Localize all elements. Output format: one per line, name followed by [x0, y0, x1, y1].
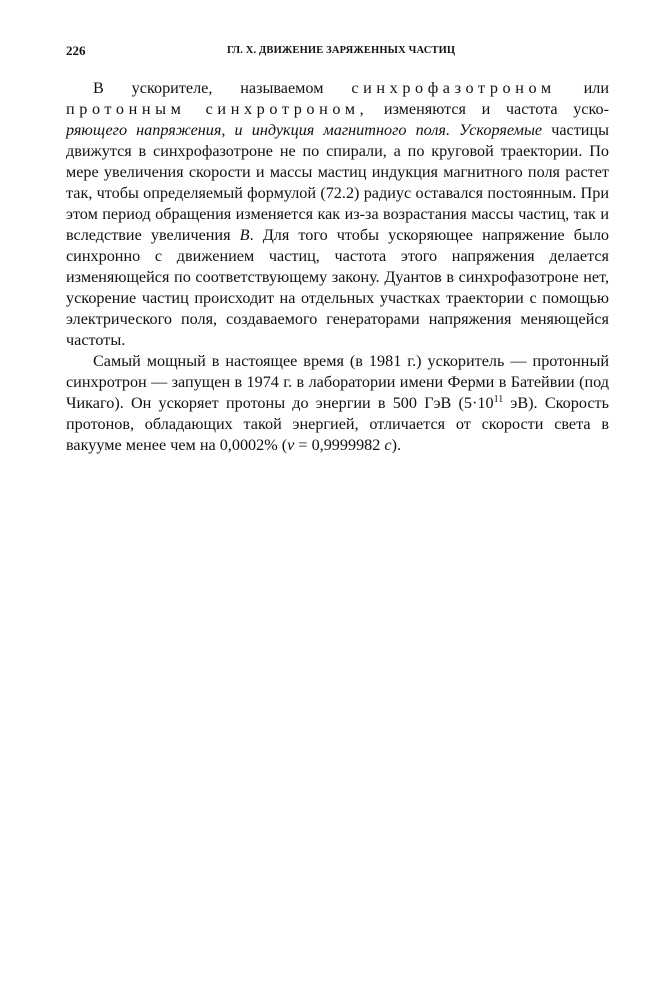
running-head [66, 42, 609, 60]
italic-emphasis: ряющего напряжения, и индукция магнитного поля. Ускоряемые [66, 121, 543, 139]
text-run: эВ). Скорость протонов, обладающих такой энергией, отличается от скорости света в вакууме менее чем на 0,0002% ( [66, 394, 609, 454]
symbol-b: B [239, 226, 250, 244]
text-run: изменяются и частота уско- [383, 100, 609, 118]
symbol-v: v [287, 436, 295, 454]
text-run: В ускорителе, называемом [93, 79, 324, 97]
text-run: частицы движутся в синхрофазотроне не по спирали, а по круговой траектории. По мере увеличения скорости и массы мастиц индукция магнитного поля растет так, чтобы определяемый формулой (72.2) радиус оставался постоянным. При этом период обращения изменяется как из-за возрастания массы частиц, так и вследствие увеличения [66, 121, 610, 244]
text-run: Самый мощный в настоящее время (в 1981 г.) ускоритель — протонный синхротрон — запущен в 1974 г. в лаборатории имени Ферми в Батейвии (под Чикаго). Он ускоряет протоны до энергии в 500 ГэВ (5·10 [66, 352, 609, 412]
body-text [66, 78, 609, 456]
symbol-c: c [384, 436, 392, 454]
term-synchrophasotron: синхрофазотроном [351, 79, 556, 97]
text-run: . Для того чтобы ускоряющее напряжение было синхронно с движением частиц, частота этого напряжения делается изменяющейся по соответствующему закону. Дуантов в синхрофазотроне нет, ускорение частиц происходит на отдельных участках траектории с помощью электрического поля, создаваемого генераторами напряжения меняющейся частоты. [66, 226, 610, 349]
page-number: 226 [66, 43, 86, 58]
text-run: = 0,9999982 [294, 436, 385, 454]
paragraph-fermilab [66, 351, 609, 456]
exponent: 11 [493, 394, 504, 405]
text-run: или [583, 79, 610, 97]
chapter-title: ГЛ. X. ДВИЖЕНИЕ ЗАРЯЖЕННЫХ ЧАСТИЦ [227, 45, 456, 56]
term-proton-synchrotron: протонным синхротроном, [66, 100, 369, 118]
paragraph-synchrophasotron [66, 78, 609, 351]
text-run: ). [391, 436, 402, 454]
